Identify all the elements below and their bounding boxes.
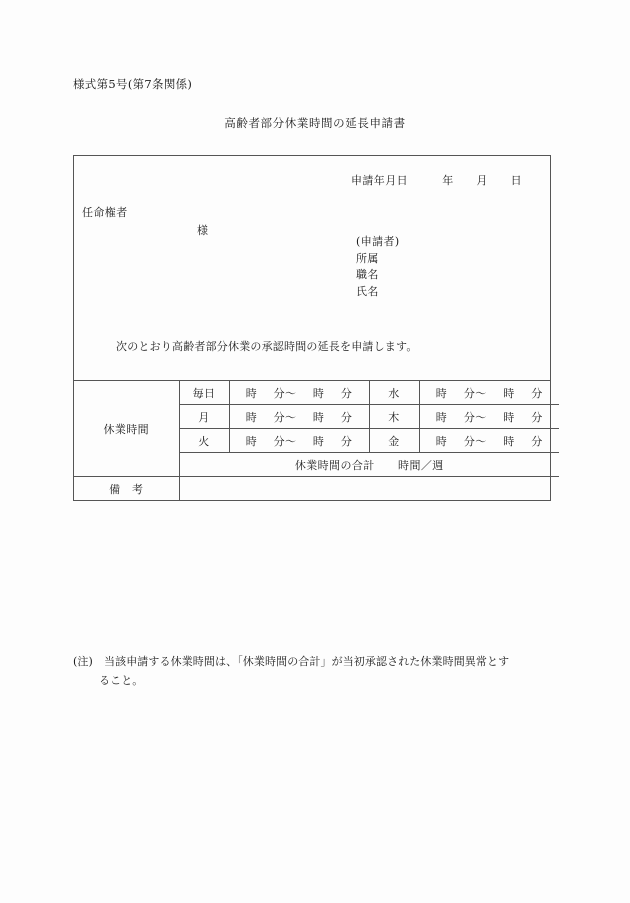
minute-from-label: 分～ [463, 386, 487, 400]
total-hours-cell[interactable] [179, 453, 559, 477]
footnote-line-1 [73, 652, 573, 671]
day-cell-friday: 金 [369, 429, 419, 453]
hour-label: 時 [435, 410, 448, 424]
footnote-marker: (注) [73, 655, 93, 668]
schedule-row-label-text: 休業時間 [103, 422, 150, 436]
minute-from-label: 分～ [463, 410, 487, 424]
application-header-section [74, 156, 550, 381]
form-number: 様式第5号(第7条関係) [73, 77, 193, 91]
minute-from-label: 分～ [273, 434, 297, 448]
day-cell-wednesday: 水 [369, 381, 419, 405]
hour-end-label: 時 [503, 434, 515, 448]
form-outer-box [73, 155, 551, 501]
hour-end-label: 時 [503, 386, 515, 400]
hour-label: 時 [435, 434, 448, 448]
document-title: 高齢者部分休業時間の延長申請書 [224, 116, 406, 130]
hour-end-label: 時 [312, 434, 325, 448]
remarks-label-cell [74, 477, 179, 501]
schedule-table [74, 381, 559, 500]
table-row [74, 381, 559, 405]
minute-end-label: 分 [531, 434, 543, 448]
footnote-line-2: ること。 [99, 674, 144, 687]
day-cell-tuesday: 火 [179, 429, 229, 453]
minute-end-label: 分 [340, 386, 353, 400]
time-cell-wednesday[interactable] [419, 381, 559, 405]
minute-from-label: 分～ [273, 386, 297, 400]
remarks-value-cell[interactable] [179, 477, 559, 501]
applicant-name-label: 氏名 [356, 284, 379, 298]
hour-end-label: 時 [312, 410, 325, 424]
time-cell-thursday[interactable] [419, 405, 559, 429]
application-statement: 次のとおり高齢者部分休業の承認時間の延長を申請します。 [116, 340, 418, 353]
honorific-label: 様 [197, 224, 208, 237]
minute-from-label: 分～ [273, 410, 297, 424]
applicant-affiliation-label: 所属 [356, 251, 379, 265]
minute-end-label: 分 [340, 410, 353, 424]
appointer-label: 任命権者 [82, 206, 128, 219]
total-hours-unit: 時間／週 [398, 458, 444, 472]
footnote-text-1: 当該申請する休業時間は、「休業時間の合計」が当初承認された休業時間異常とす [104, 655, 510, 668]
remarks-label: 備 考 [109, 482, 144, 496]
minute-end-label: 分 [340, 434, 353, 448]
application-date-line: 申請年月日 年 月 日 [351, 174, 522, 187]
day-cell-everyday: 毎日 [179, 381, 229, 405]
applicant-heading: (申請者) [356, 235, 400, 248]
minute-end-label: 分 [531, 410, 543, 424]
hour-label: 時 [245, 386, 258, 400]
time-cell-monday[interactable] [229, 405, 369, 429]
day-cell-monday: 月 [179, 405, 229, 429]
footnote [73, 652, 573, 690]
minute-from-label: 分～ [463, 434, 487, 448]
applicant-block [356, 234, 400, 300]
applicant-job-title-label: 職名 [356, 268, 379, 281]
hour-end-label: 時 [312, 386, 325, 400]
hour-end-label: 時 [503, 410, 515, 424]
time-cell-tuesday[interactable] [229, 429, 369, 453]
table-row-remarks [74, 477, 559, 501]
total-hours-label: 休業時間の合計 [294, 458, 375, 472]
schedule-row-label [74, 381, 179, 477]
hour-label: 時 [435, 386, 448, 400]
hour-label: 時 [245, 434, 258, 448]
time-cell-friday[interactable] [419, 429, 559, 453]
hour-label: 時 [245, 410, 258, 424]
time-cell-everyday[interactable] [229, 381, 369, 405]
minute-end-label: 分 [531, 386, 543, 400]
day-cell-thursday: 木 [369, 405, 419, 429]
